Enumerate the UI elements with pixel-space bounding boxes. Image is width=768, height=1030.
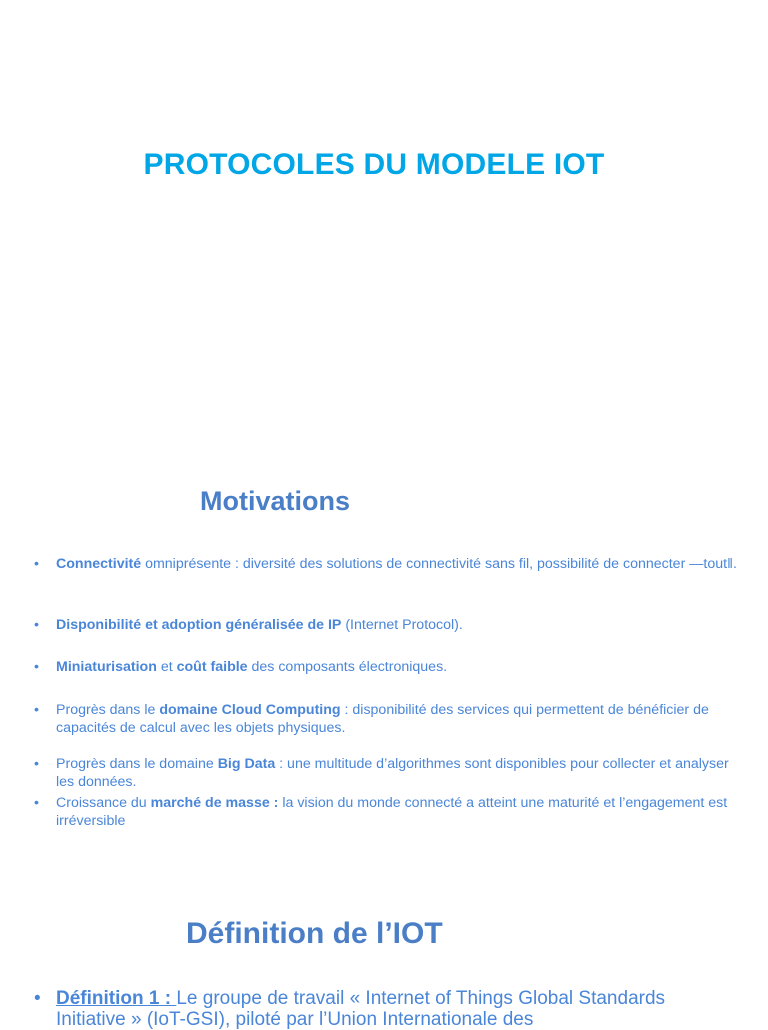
bullet-icon: • — [34, 659, 39, 675]
page-title: PROTOCOLES DU MODELE IOT — [143, 148, 605, 181]
item-bold: Disponibilité et adoption généralisée de IP — [56, 617, 342, 633]
item-bold: domaine Cloud Computing — [159, 702, 341, 718]
list-item — [34, 756, 738, 791]
item-text: (Internet Protocol). — [341, 617, 463, 633]
motivations-heading: Motivations — [200, 486, 351, 516]
item-text: omniprésente : diversité des solutions de connectivité sans fil, possibilité de connecter —tout‖. — [141, 556, 737, 572]
item-text: : disponibilité des services qui permettent de bénéficier de capacités de calcul avec les objets physiques. — [56, 702, 709, 736]
definition-text-line1: Le groupe de travail « Internet of Things Global Standards — [176, 988, 666, 1009]
item-text: et — [156, 659, 177, 675]
item-bold-2: coût faible — [176, 659, 248, 675]
bullet-icon: • — [34, 756, 39, 772]
bullet-icon: • — [34, 702, 39, 718]
list-item — [34, 702, 738, 737]
item-text: des composants électroniques. — [247, 659, 448, 675]
item-text: Progrès dans le — [56, 702, 160, 718]
item-bold: Connectivité — [56, 556, 142, 572]
item-text: : une multitude d’algorithmes sont disponibles pour collecter et analyser les données. — [56, 756, 729, 790]
list-item — [34, 659, 738, 677]
item-bold: marché de masse : — [150, 795, 279, 811]
list-item — [34, 617, 738, 635]
definition-text-line2: Initiative » (IoT-GSI), piloté par l’Union Internationale des — [56, 1009, 534, 1030]
item-bold: Miniaturisation — [56, 659, 157, 675]
item-text: Progrès dans le domaine — [56, 756, 218, 772]
item-bold: Big Data — [217, 756, 276, 772]
list-item — [34, 556, 738, 574]
bullet-icon: • — [34, 988, 41, 1009]
definition-heading: Définition de l’IOT — [186, 917, 443, 950]
list-item — [34, 795, 738, 830]
bullet-icon: • — [34, 556, 39, 572]
definition-label: Définition 1 : — [56, 988, 172, 1009]
bullet-icon: • — [34, 617, 39, 633]
bullet-icon: • — [34, 795, 39, 811]
item-text: Croissance du — [56, 795, 151, 811]
item-text: la vision du monde connecté a atteint une maturité et l’engagement est irréversible — [56, 795, 728, 829]
